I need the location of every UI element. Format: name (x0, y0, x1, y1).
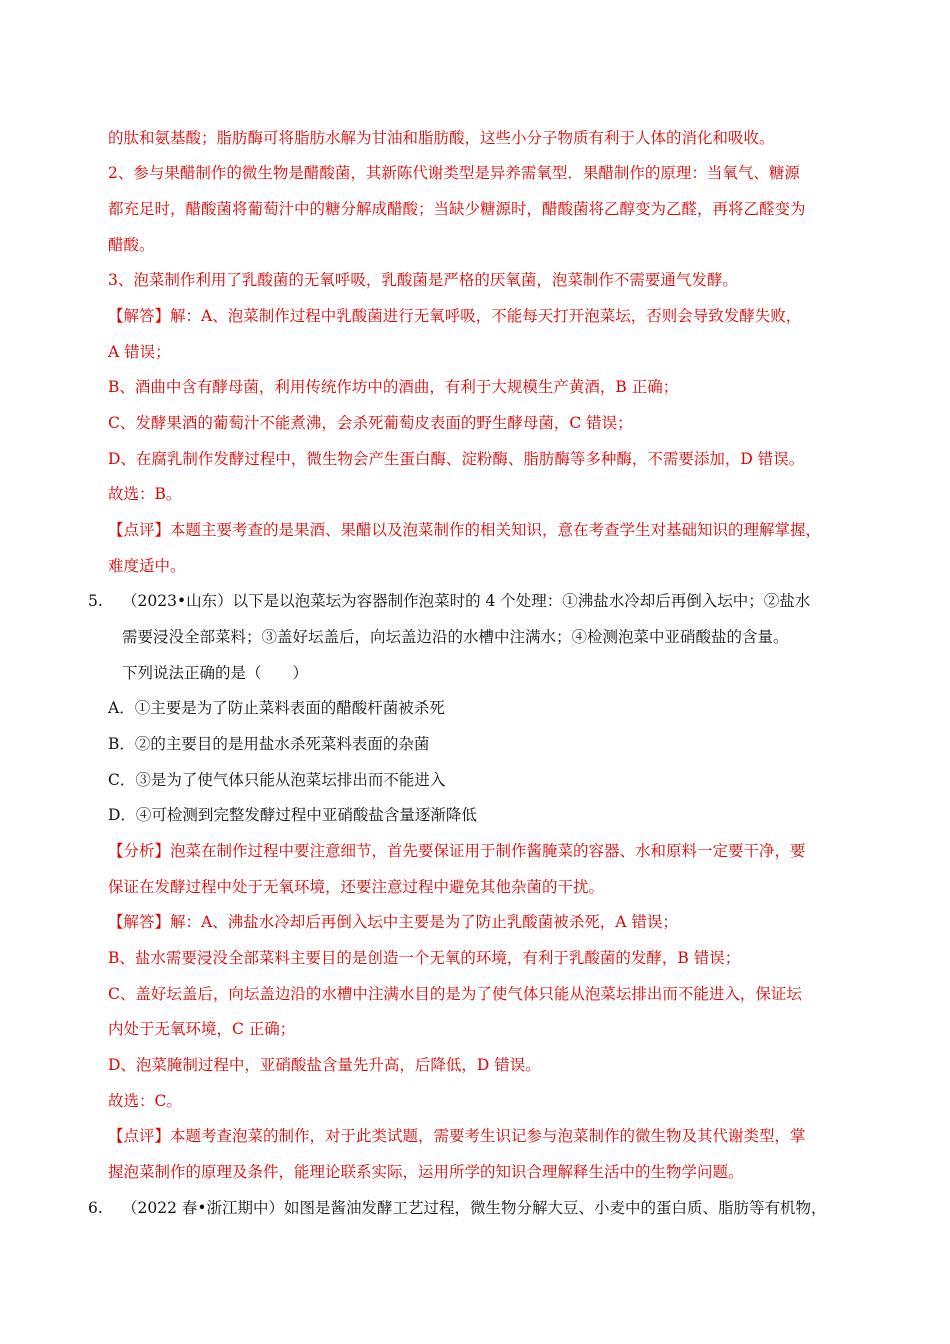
question-stem-line: （2022 春•浙江期中）如图是酱油发酵工艺过程，微生物分解大豆、小麦中的蛋白质、脂肪等有机物， (122, 1199, 827, 1217)
answer-line: 故选：B。 (108, 485, 182, 503)
answer-line: 醋酸。 (108, 236, 155, 254)
answer-line: 故选：C。 (108, 1092, 182, 1110)
answer-line: C、盖好坛盖后，向坛盖边沿的水槽中注满水目的是为了使气体只能从泡菜坛排出而不能进入，保证坛 (108, 985, 802, 1003)
answer-line: 难度适中。 (108, 557, 186, 575)
answer-line: 2、参与果醋制作的微生物是醋酸菌，其新陈代谢类型是异养需氧型．果醋制作的原理：当氧气、糖源 (108, 164, 800, 182)
answer-line: 3、泡菜制作利用了乳酸菌的无氧呼吸，乳酸菌是严格的厌氧菌，泡菜制作不需要通气发酵。 (108, 271, 738, 289)
question-number: 5. (88, 592, 103, 610)
answer-line: D、在腐乳制作发酵过程中，微生物会产生蛋白酶、淀粉酶、脂肪酶等多种酶，不需要添加，D 错误。 (108, 450, 805, 468)
option-c: C．③是为了使气体只能从泡菜坛排出而不能进入 (108, 771, 446, 789)
option-d: D．④可检测到完整发酵过程中亚硝酸盐含量逐渐降低 (108, 806, 477, 824)
answer-line: 【解答】解：A、沸盐水冷却后再倒入坛中主要是为了防止乳酸菌被杀死，A 错误； (108, 913, 678, 931)
answer-line: A 错误； (108, 343, 171, 361)
answer-line: 【点评】本题主要考查的是果酒、果醋以及泡菜制作的相关知识，意在考查学生对基础知识的理解掌握， (108, 521, 822, 539)
option-b: B．②的主要目的是用盐水杀死菜料表面的杂菌 (108, 735, 430, 753)
answer-line: B、盐水需要浸没全部菜料主要目的是创造一个无氧的环境，有利于乳酸菌的发酵，B 错误； (108, 949, 741, 967)
answer-line: C、发酵果酒的葡萄汁不能煮沸，会杀死葡萄皮表面的野生酵母菌，C 错误； (108, 414, 633, 432)
option-a: A．①主要是为了防止菜料表面的醋酸杆菌被杀死 (108, 699, 445, 717)
question-stem-line: 下列说法正确的是（ ） (122, 664, 309, 682)
answer-line: B、酒曲中含有酵母菌，利用传统作坊中的酒曲，有利于大规模生产黄酒，B 正确； (108, 378, 679, 396)
question-number: 6. (88, 1199, 103, 1217)
question-stem-line: 需要浸没全部菜料；③盖好坛盖后，向坛盖边沿的水槽中注满水；④检测泡菜中亚硝酸盐的含量。 (122, 628, 789, 646)
answer-line: 内处于无氧环境，C 正确； (108, 1020, 296, 1038)
analysis-line: 保证在发酵过程中处于无氧环境，还要注意过程中避免其他杂菌的干扰。 (108, 878, 605, 896)
analysis-line: 【分析】泡菜在制作过程中要注意细节，首先要保证用于制作酱腌菜的容器、水和原料一定要干净，要 (108, 842, 806, 860)
answer-line: 都充足时，醋酸菌将葡萄汁中的糖分解成醋酸；当缺少糖源时，醋酸菌将乙醇变为乙醛，再将乙醛变为 (108, 200, 806, 218)
answer-line: 的肽和氨基酸；脂肪酶可将脂肪水解为甘油和脂肪酸，这些小分子物质有利于人体的消化和吸收。 (108, 129, 775, 147)
answer-line: D、泡菜腌制过程中，亚硝酸盐含量先升高，后降低，D 错误。 (108, 1056, 541, 1074)
answer-line: 【解答】解：A、泡菜制作过程中乳酸菌进行无氧呼吸，不能每天打开泡菜坛，否则会导致发酵失败， (108, 307, 802, 325)
question-stem-line: （2023•山东）以下是以泡菜坛为容器制作泡菜时的 4 个处理：①沸盐水冷却后再倒入坛中；②盐水 (122, 592, 811, 610)
comment-line: 【点评】本题考查泡菜的制作，对于此类试题，需要考生识记参与泡菜制作的微生物及其代谢类型，掌 (108, 1127, 806, 1145)
comment-line: 握泡菜制作的原理及条件，能理论联系实际，运用所学的知识合理解释生活中的生物学问题。 (108, 1163, 744, 1181)
